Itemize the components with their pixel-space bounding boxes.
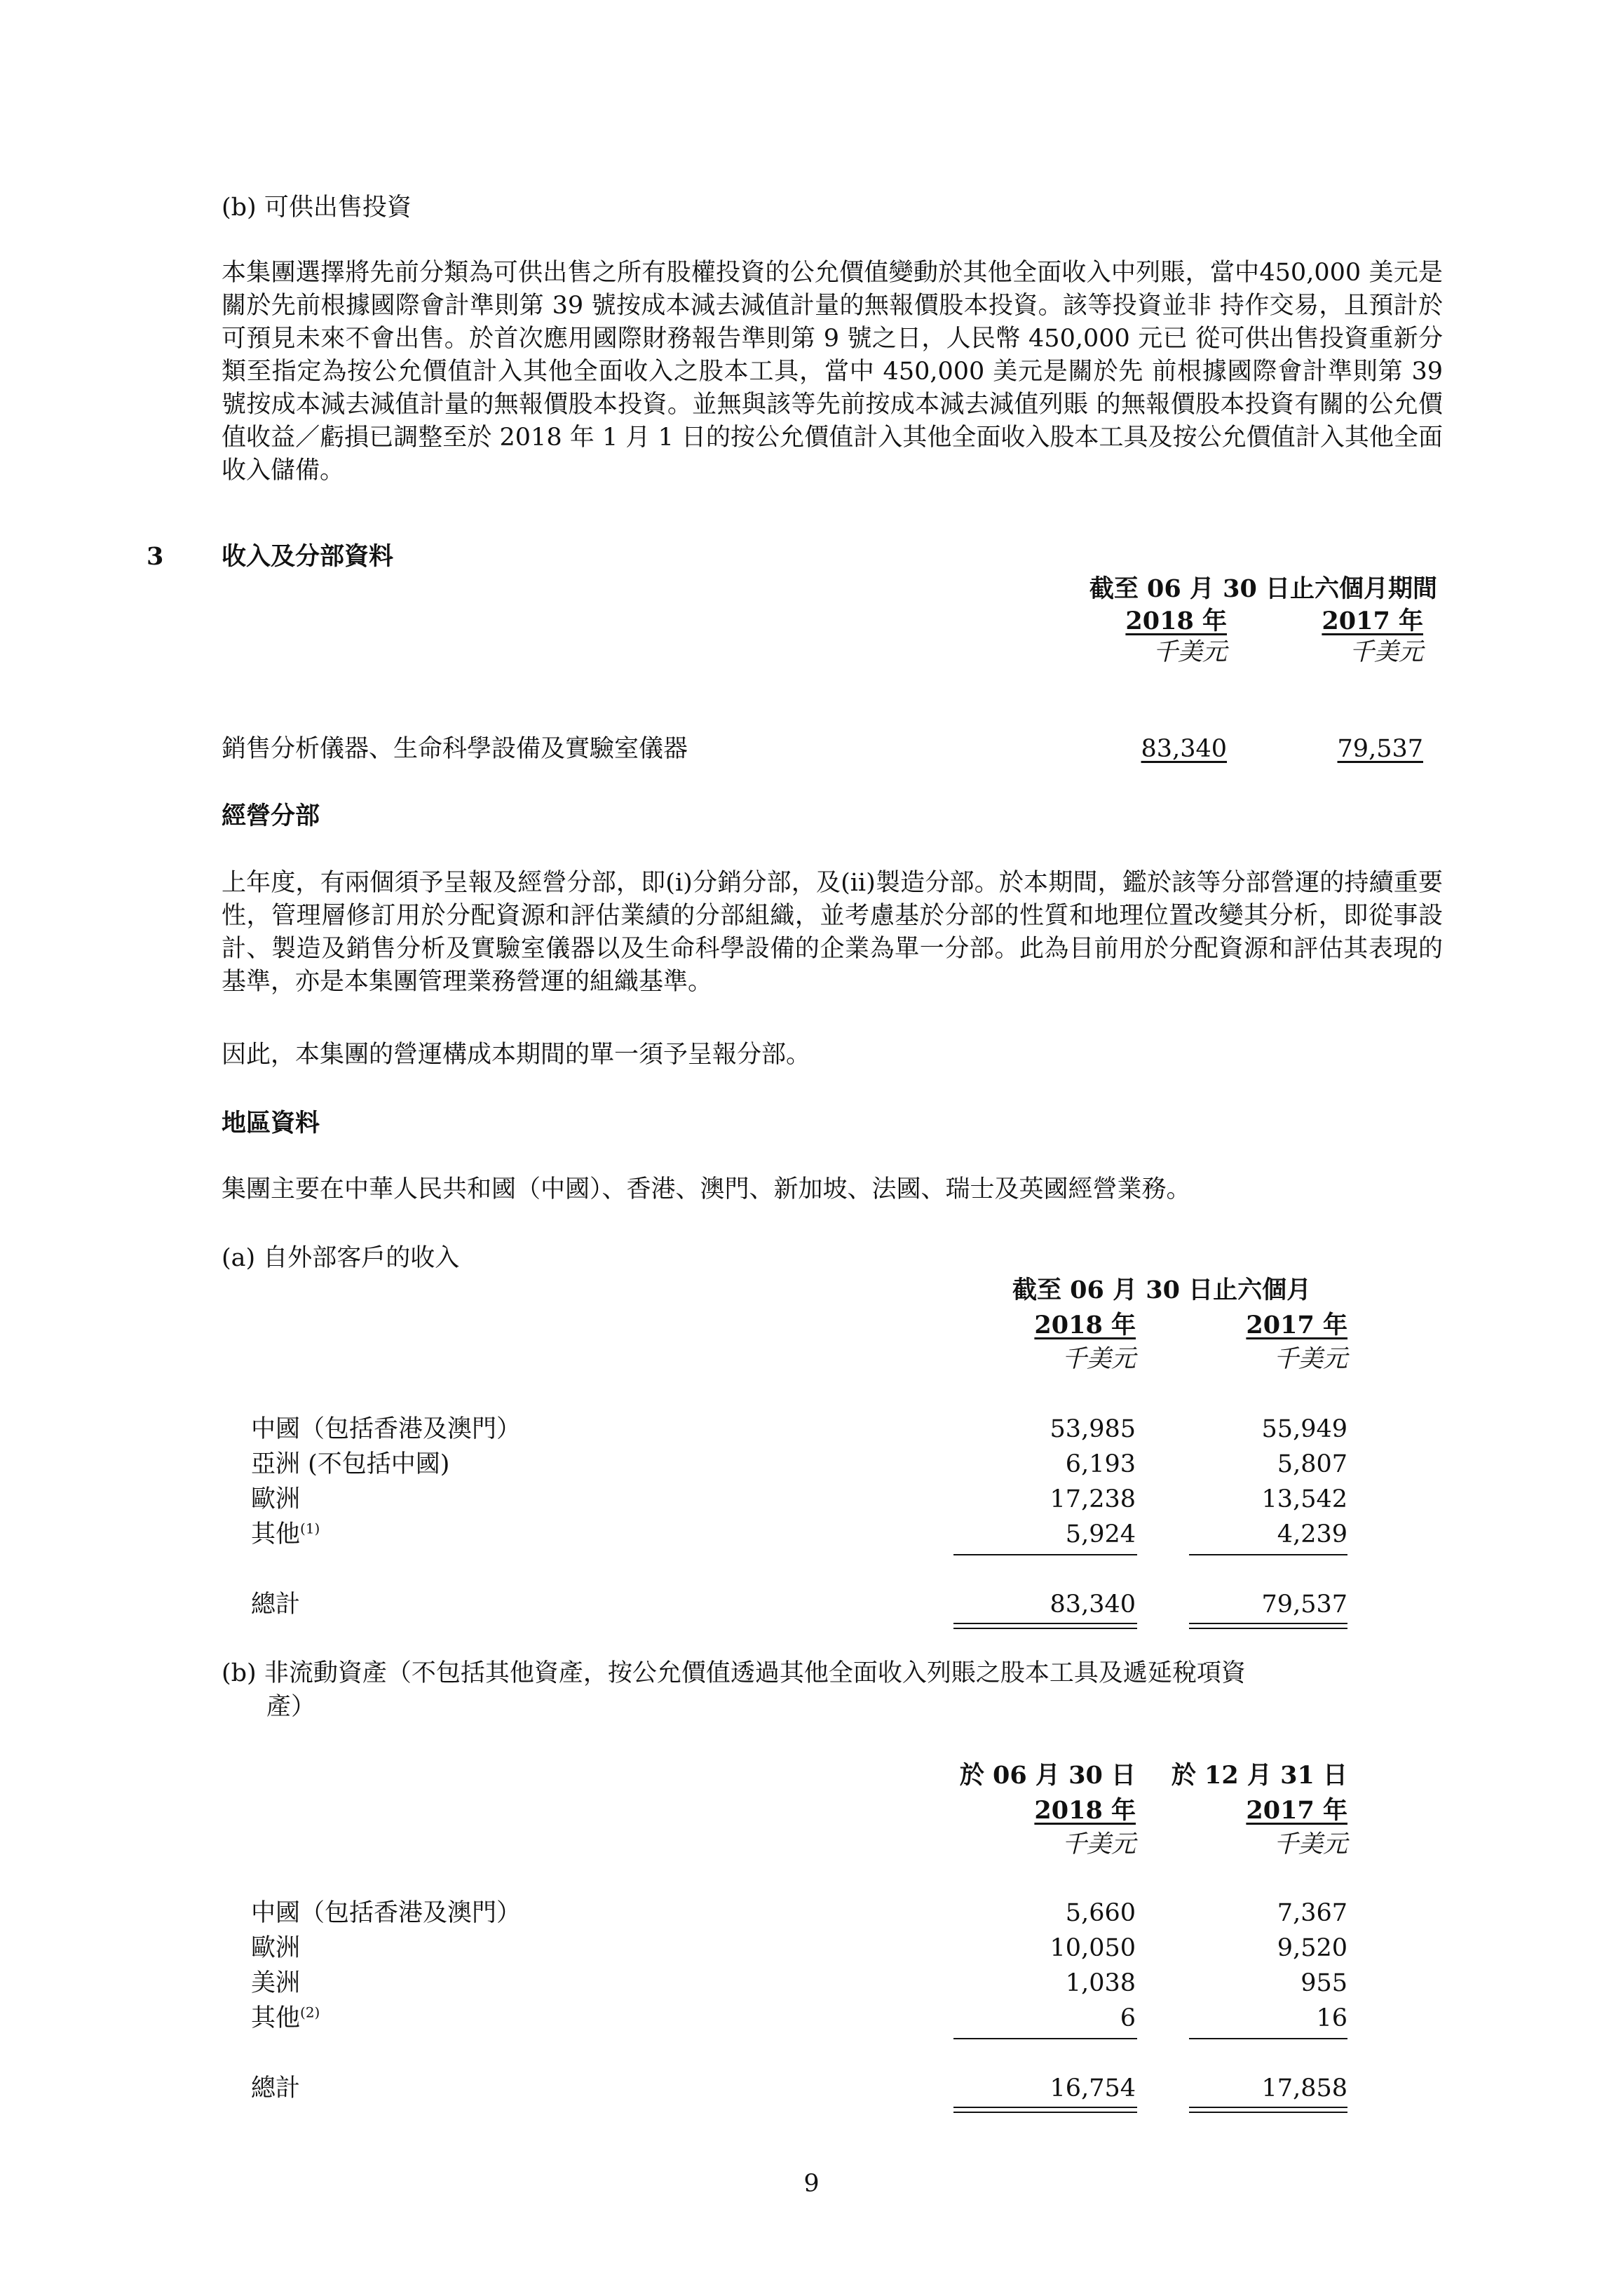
- table-b-row-2017: 955: [1301, 1969, 1347, 1997]
- table-b-total-2017: 17,858: [1261, 2074, 1347, 2102]
- table-b-subtotal-rule-2017: [1189, 2038, 1347, 2039]
- table-a-row-label: 中國（包括香港及澳門）: [251, 1415, 522, 1443]
- table-b-label-line1: (b) 非流動資產（不包括其他資產，按公允價值透過其他全面收入列賬之股本工具及遞延稅項資: [222, 1659, 1246, 1687]
- page-number: 9: [803, 2170, 820, 2198]
- note3-row-2018: 83,340: [1141, 735, 1227, 763]
- table-a-col1-unit: 千美元: [1061, 1345, 1136, 1373]
- table-a-period-header: 截至 06 月 30 日止六個月: [1012, 1276, 1312, 1304]
- operating-segments-paragraph-1: 上年度，有兩個須予呈報及經營分部，即(i)分銷分部，及(ii)製造分部。於本期間，鑑於該等分部營運的持續重要性，管理層修訂用於分配資源和評估業績的分部組織，並考慮基於分部的性質和地理位置改變其分析，即從事設計、製造及銷售分析及實驗室儀器以及生命科學設備的企業為單一分部。此為目前用於分配資源和評估其表現的基準，亦是本集團管理業務營運的組織基準。: [222, 869, 1443, 996]
- note3-row-2017: 79,537: [1337, 735, 1423, 763]
- table-b-col2-year: 2017 年: [1246, 1796, 1347, 1825]
- table-a-row-2017: 5,807: [1277, 1450, 1347, 1478]
- table-a-total-label: 總計: [251, 1591, 301, 1619]
- table-a-total-double-rule-2017: [1189, 1623, 1347, 1629]
- table-a-col2-year: 2017 年: [1246, 1311, 1347, 1339]
- table-b-col2-header: 於 12 月 31 日: [1171, 1761, 1347, 1790]
- table-b-col1-unit: 千美元: [1061, 1830, 1136, 1858]
- table-b-row-2018: 5,660: [1065, 1899, 1136, 1927]
- table-a-row-2017: 4,239: [1277, 1520, 1347, 1548]
- table-b-row-label: 其他: [251, 2004, 301, 2032]
- geographic-heading: 地區資料: [222, 1109, 320, 1137]
- table-b-total-double-rule-2017: [1189, 2107, 1347, 2113]
- footnote-marker: (1): [300, 1520, 320, 1537]
- table-b-total-2018: 16,754: [1050, 2074, 1136, 2102]
- table-a-row-label: 亞洲 (不包括中國): [251, 1450, 450, 1478]
- geographic-intro: 集團主要在中華人民共和國（中國）、香港、澳門、新加坡、法國、瑞士及英國經營業務。: [222, 1175, 1191, 1203]
- note-title: 收入及分部資料: [222, 542, 394, 571]
- note3-col2-year: 2017 年: [1322, 607, 1423, 635]
- table-b-total-double-rule-2018: [953, 2107, 1137, 2113]
- table-a-subtotal-rule-2018: [953, 1554, 1137, 1555]
- table-b-row-2018: 10,050: [1050, 1934, 1136, 1962]
- note3-col1-unit: 千美元: [1153, 638, 1227, 666]
- table-a-row-2018: 17,238: [1050, 1485, 1136, 1513]
- table-a-total-2018: 83,340: [1050, 1591, 1136, 1619]
- section-b-heading: (b) 可供出售投資: [222, 194, 412, 222]
- table-a-row-2018: 6,193: [1065, 1450, 1136, 1478]
- table-a-label: (a) 自外部客戶的收入: [222, 1244, 460, 1272]
- footnote-marker: (2): [300, 2004, 320, 2021]
- table-a-row-2018: 53,985: [1050, 1415, 1136, 1443]
- table-a-row-label: 其他: [251, 1520, 301, 1548]
- note3-col2-unit: 千美元: [1349, 638, 1423, 666]
- table-a-total-double-rule-2018: [953, 1623, 1137, 1629]
- table-a-row-2017: 55,949: [1261, 1415, 1347, 1443]
- note3-col1-year: 2018 年: [1125, 607, 1227, 635]
- section-b-paragraph: 本集團選擇將先前分類為可供出售之所有股權投資的公允價值變動於其他全面收入中列賬，當中450,000 美元是關於先前根據國際會計準則第 39 號按成本減去減值計量的無報價股本投資。該等投資並非 持作交易，且預計於可預見未來不會出售。於首次應用國際財務報告準則第 9 號之日，人民幣 450,000 元已 從可供出售投資重新分類至指定為按公允價值計入其他全面收入之股本工具，當中 450,000 美元是關於先 前根據國際會計準則第 39 號按成本減去減值計量的無報價股本投資。並無與該等先前按成本減去減值列賬 的無報價股本投資有關的公允價值收益／虧損已調整至於 2018 年 1 月 1 日的按公允價值計入其他全面收入股本工具及按公允價值計入其他全面收入儲備。: [222, 259, 1443, 485]
- table-b-row-2017: 16: [1316, 2004, 1347, 2032]
- table-b-row-2018: 6: [1120, 2004, 1136, 2032]
- table-b-row-2017: 9,520: [1277, 1934, 1347, 1962]
- table-b-col2-unit: 千美元: [1273, 1830, 1347, 1858]
- table-b-subtotal-rule-2018: [953, 2038, 1137, 2039]
- operating-segments-paragraph-2: 因此，本集團的營運構成本期間的單一須予呈報分部。: [222, 1041, 811, 1069]
- table-b-total-label: 總計: [251, 2074, 301, 2102]
- table-a-row-label: 歐洲: [251, 1485, 301, 1513]
- table-a-total-2017: 79,537: [1261, 1591, 1347, 1619]
- table-b-row-2017: 7,367: [1277, 1899, 1347, 1927]
- note3-row-label: 銷售分析儀器、生命科學設備及實驗室儀器: [222, 735, 688, 763]
- table-a-row-2018: 5,924: [1065, 1520, 1136, 1548]
- table-a-col2-unit: 千美元: [1273, 1345, 1347, 1373]
- table-a-subtotal-rule-2017: [1189, 1554, 1347, 1555]
- table-a-col1-year: 2018 年: [1034, 1311, 1136, 1339]
- table-b-row-2018: 1,038: [1065, 1969, 1136, 1997]
- table-b-label-line2: 產）: [266, 1693, 316, 1721]
- note3-period-header: 截至 06 月 30 日止六個月期間: [1089, 574, 1437, 603]
- table-b-row-label: 美洲: [251, 1969, 301, 1997]
- table-b-row-label: 中國（包括香港及澳門）: [251, 1899, 522, 1927]
- table-b-col1-header: 於 06 月 30 日: [959, 1761, 1136, 1790]
- table-b-row-label: 歐洲: [251, 1934, 301, 1962]
- operating-segments-heading: 經營分部: [222, 802, 320, 830]
- note-number: 3: [147, 542, 164, 571]
- table-a-row-2017: 13,542: [1261, 1485, 1347, 1513]
- table-b-col1-year: 2018 年: [1034, 1796, 1136, 1825]
